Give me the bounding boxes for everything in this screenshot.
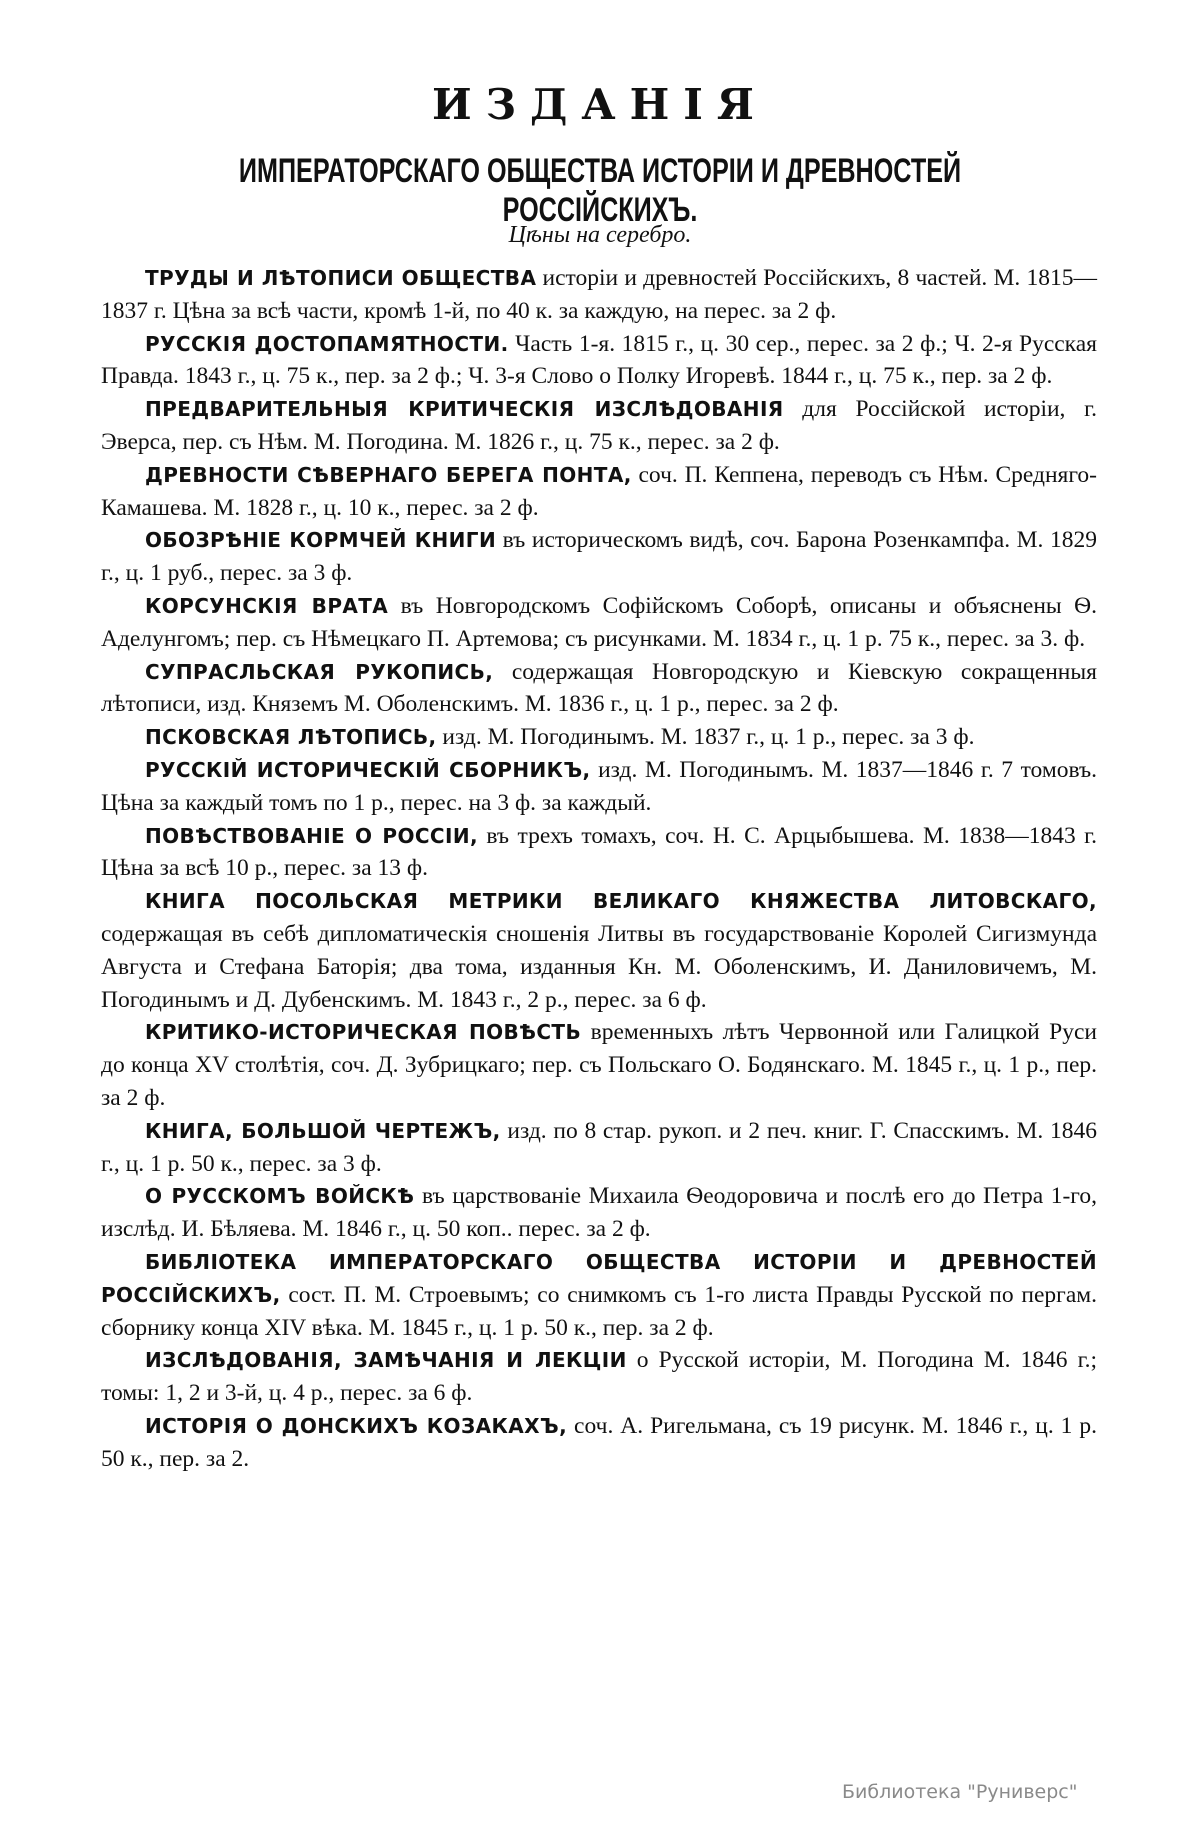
list-item bbox=[101, 1344, 1097, 1410]
entry-text: въ трехъ томахъ, соч. Н. С. Арцыбышева. М. 1838—1843 г. Цѣна за всѣ 10 р., перес. за 13 ф. bbox=[101, 822, 1098, 882]
list-item bbox=[101, 885, 1097, 1016]
list-item bbox=[101, 590, 1097, 656]
entry-title: РУССКІЙ ИСТОРИЧЕСКІЙ СБОРНИКЪ, bbox=[145, 757, 591, 782]
entry-text: о Русской исторіи, М. Погодина М. 1846 г.; томы: 1, 2 и 3-й, ц. 4 р., перес. за 6 ф. bbox=[101, 1347, 1097, 1407]
list-item bbox=[101, 1246, 1097, 1344]
entry-title: ПРЕДВАРИТЕЛЬНЫЯ КРИТИЧЕСКІЯ ИЗСЛѢДОВАНІЯ bbox=[145, 397, 784, 422]
list-item bbox=[101, 1115, 1097, 1181]
entry-text: въ историческомъ видѣ, соч. Барона Розенкампфа. М. 1829 г., ц. 1 руб., перес. за 3 ф. bbox=[101, 527, 1098, 587]
entry-text: Часть 1-я. 1815 г., ц. 30 сер., перес. за 2 ф.; Ч. 2-я Русская Правда. 1843 г., ц. 75 к., пер. за 2 ф.; Ч. 3-я Слово о Полку Игоревѣ. 1844 г., ц. 75 к., пер. за 2 ф. bbox=[101, 330, 1097, 390]
entry-text: въ царствованіе Михаила Ѳеодоровича и послѣ его до Петра 1-го, изслѣд. И. Бѣляева. М. 1846 г., ц. 50 коп.. перес. за 2 ф. bbox=[101, 1183, 1097, 1243]
entry-text: соч. П. Кеппена, переводъ съ Нѣм. Средняго-Камашева. М. 1828 г., ц. 10 к., перес. за 2 ф. bbox=[101, 461, 1097, 521]
entry-title: БИБЛІОТЕКА ИМПЕРАТОРСКАГО ОБЩЕСТВА ИСТОРІИ И ДРЕВНОСТЕЙ РОССІЙСКИХЪ, bbox=[101, 1249, 1097, 1307]
entry-text: въ Новгородскомъ Софійскомъ Соборѣ, описаны и объяснены Ѳ. Аделунгомъ; пер. съ Нѣмецкаго П. Артемова; съ рисунками. М. 1834 г., ц. 1 р. 75 к., перес. за 3. ф. bbox=[101, 592, 1098, 652]
list-item bbox=[101, 459, 1097, 525]
list-item bbox=[101, 1410, 1097, 1476]
entry-title: ТРУДЫ И ЛѢТОПИСИ ОБЩЕСТВА bbox=[145, 266, 537, 290]
page-subtitle: ИМПЕРАТОРСКАГО ОБЩЕСТВА ИСТОРІИ И ДРЕВНОСТЕЙ РОССІЙСКИХЪ. bbox=[238, 152, 962, 229]
entry-text: содержащая въ себѣ дипломатическія сношенія Литвы въ государствованіе Королей Сигизмунда Августа и Стефана Баторія; два тома, изданныя Кн. М. Оболенскимъ, И. Даниловичемъ, М. Погодинымъ и Д. Дубенскимъ. М. 1843 г., 2 р., перес. за 6 ф. bbox=[101, 920, 1097, 1013]
entry-text: изд. по 8 стар. рукоп. и 2 печ. книг. Г. Спасскимъ. М. 1846 г., ц. 1 р. 50 к., перес. за 3 ф. bbox=[101, 1117, 1097, 1177]
list-item bbox=[101, 393, 1097, 459]
entry-title: СУПРАСЛЬСКАЯ РУКОПИСЬ, bbox=[145, 659, 494, 684]
entry-title: ОБОЗРѢНІЕ КОРМЧЕЙ КНИГИ bbox=[145, 528, 497, 553]
entry-title: О РУССКОМЪ ВОЙСКѢ bbox=[145, 1184, 415, 1209]
entry-text: изд. М. Погодинымъ. М. 1837 г., ц. 1 р., перес. за 3 ф. bbox=[436, 724, 975, 751]
entry-title: КОРСУНСКІЯ ВРАТА bbox=[145, 593, 389, 618]
list-item bbox=[101, 524, 1097, 590]
entry-text: исторіи и древностей Россійскихъ, 8 частей. М. 1815—1837 г. Цѣна за всѣ части, кромѣ 1-й, по 40 к. за каждую, на перес. за 2 ф. bbox=[101, 265, 1097, 324]
entry-text: сост. П. М. Строевымъ; со снимкомъ съ 1-го листа Правды Русской по пергам. сборнику конца XIV вѣка. М. 1845 г., ц. 1 р. 50 к., пер. за 2 ф. bbox=[101, 1281, 1097, 1341]
page-title: ИЗДАНІЯ bbox=[432, 80, 768, 129]
list-item bbox=[101, 820, 1097, 886]
entry-text: содержащая Новгородскую и Кіевскую сокращенныя лѣтописи, изд. Княземъ М. Оболенскимъ. М. 1836 г., ц. 1 р., перес. за 2 ф. bbox=[101, 658, 1097, 718]
library-watermark: Библиотека "Руниверс" bbox=[842, 1781, 1078, 1803]
entry-title: ИЗСЛѢДОВАНІЯ, ЗАМѢЧАНІЯ И ЛЕКЦІИ bbox=[145, 1348, 627, 1373]
entry-text: изд. М. Погодинымъ. М. 1837—1846 г. 7 томовъ. Цѣна за каждый томъ по 1 р., перес. на 3 ф. за каждый. bbox=[101, 756, 1098, 816]
list-item bbox=[101, 754, 1097, 820]
entry-title: КРИТИКО-ИСТОРИЧЕСКАЯ ПОВѢСТЬ bbox=[145, 1020, 582, 1045]
entry-title: ДРЕВНОСТИ СѢВЕРНАГО БЕРЕГА ПОНТА, bbox=[145, 462, 632, 487]
entry-title: КНИГА, БОЛЬШОЙ ЧЕРТЕЖЪ, bbox=[145, 1118, 501, 1143]
list-item bbox=[101, 1016, 1097, 1114]
publications-list bbox=[101, 262, 1097, 1475]
prices-note: Цѣны на серебро. bbox=[508, 222, 692, 248]
entry-text: соч. А. Ригельмана, съ 19 рисунк. М. 1846 г., ц. 1 р. 50 к., пер. за 2. bbox=[101, 1412, 1097, 1472]
list-item bbox=[101, 656, 1097, 722]
entry-text: для Россійской исторіи, г. Эверса, пер. съ Нѣм. М. Погодина. М. 1826 г., ц. 75 к., перес. за 2 ф. bbox=[101, 396, 1097, 455]
entry-title: ПОВѢСТВОВАНІЕ О РОССІИ, bbox=[145, 823, 478, 848]
list-item bbox=[101, 262, 1097, 328]
entry-title: РУССКІЯ ДОСТОПАМЯТНОСТИ. bbox=[145, 331, 509, 356]
list-item bbox=[101, 328, 1097, 394]
list-item bbox=[101, 721, 1097, 754]
entry-title: КНИГА ПОСОЛЬСКАЯ МЕТРИКИ ВЕЛИКАГО КНЯЖЕСТВА ЛИТОВСКАГО, bbox=[145, 889, 1097, 914]
entry-title: ИСТОРІЯ О ДОНСКИХЪ КОЗАКАХЪ, bbox=[145, 1413, 568, 1438]
entry-title: ПСКОВСКАЯ ЛѢТОПИСЬ, bbox=[145, 725, 437, 750]
list-item bbox=[101, 1180, 1097, 1246]
entry-text: временныхъ лѣтъ Червонной или Галицкой Руси до конца XV столѣтія, соч. Д. Зубрицкаго; пер. съ Польскаго О. Бодянскаго. М. 1845 г., ц. 1 р., пер. за 2 ф. bbox=[101, 1019, 1098, 1111]
